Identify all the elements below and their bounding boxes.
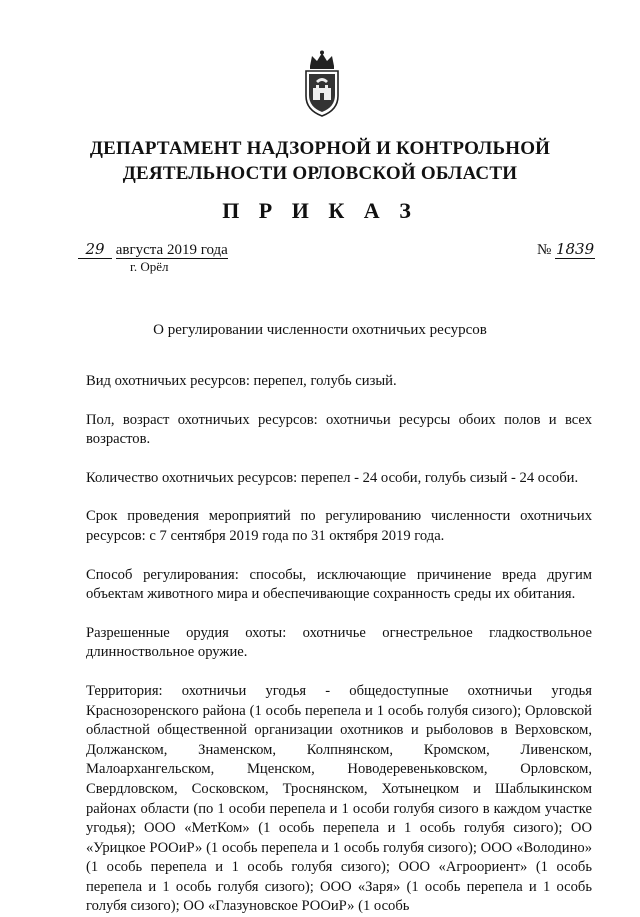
document-body	[86, 372, 592, 917]
document-subject: О регулировании численности охотничьих ресурсов	[153, 322, 487, 338]
paragraph-quantity: Количество охотничьих ресурсов: перепел - 24 особи, голубь сизый - 24 особи.	[86, 469, 579, 486]
paragraph-period: Срок проведения мероприятий по регулированию численности охотничьих ресурсов: с 7 сентября 2019 года по 31 октября 2019 года.	[86, 508, 592, 544]
department-line-1: ДЕПАРТАМЕНТ НАДЗОРНОЙ И КОНТРОЛЬНОЙ	[89, 138, 551, 159]
coat-of-arms-icon	[300, 50, 344, 118]
document-title: П Р И К А З	[222, 198, 418, 223]
paragraph-sex-age: Пол, возраст охотничьих ресурсов: охотничьи ресурсы обоих полов и всех возрастов.	[86, 411, 592, 448]
date-day: 29	[78, 240, 112, 259]
paragraph-resource-type: Вид охотничьих ресурсов: перепел, голубь сизый.	[86, 373, 397, 389]
date-month-year: августа 2019 года	[115, 242, 228, 258]
city: г. Орёл	[130, 259, 169, 274]
paragraph-weapons: Разрешенные орудия охоты: охотничье огнестрельное гладкоствольное длинноствольное оружие.	[86, 624, 592, 661]
department-name	[0, 136, 640, 186]
department-line-2: ДЕЯТЕЛЬНОСТИ ОРЛОВСКОЙ ОБЛАСТИ	[122, 163, 518, 184]
paragraph-method: Способ регулирования: способы, исключающие причинение вреда другим объектам животного мира и обеспечивающие сохранность среды их обитания.	[86, 566, 592, 603]
number-sign: №	[537, 242, 552, 258]
order-date	[78, 240, 228, 259]
number-value: 1839	[555, 240, 595, 258]
order-number	[537, 240, 595, 259]
paragraph-territory: Территория: охотничьи угодья - общедоступные охотничьи угодья Краснозоренского района (1 особь перепела и 1 особь голубя сизого); Орловской областной общественной организации охотников и рыболовов в Верховском, Должанском, Знаменском, Колпнянском, Кромском, Ливенском, Малоархангельском, Мценском, Новодеревеньковском, Орловском, Свердловском, Сосковском, Троснянском, Хотынецком и Шаблыкинском районах области (по 1 особи перепела и 1 особи голубя сизого в каждом участке угодья); ООО «МетКом» (1 особь перепела и 1 особь голубя сизого); ОО «Урицкое РООиР» (1 особь перепела и 1 особь голубя сизого); ООО «Володино» (1 особь перепела и 1 особь голубя сизого); ООО «Агроориент» (1 особь перепела и 1 особь голубя сизого); ООО «Заря» (1 особь перепела и 1 особь голубя сизого); ОО «Глазуновское РООиР» (1 особь	[86, 682, 592, 915]
